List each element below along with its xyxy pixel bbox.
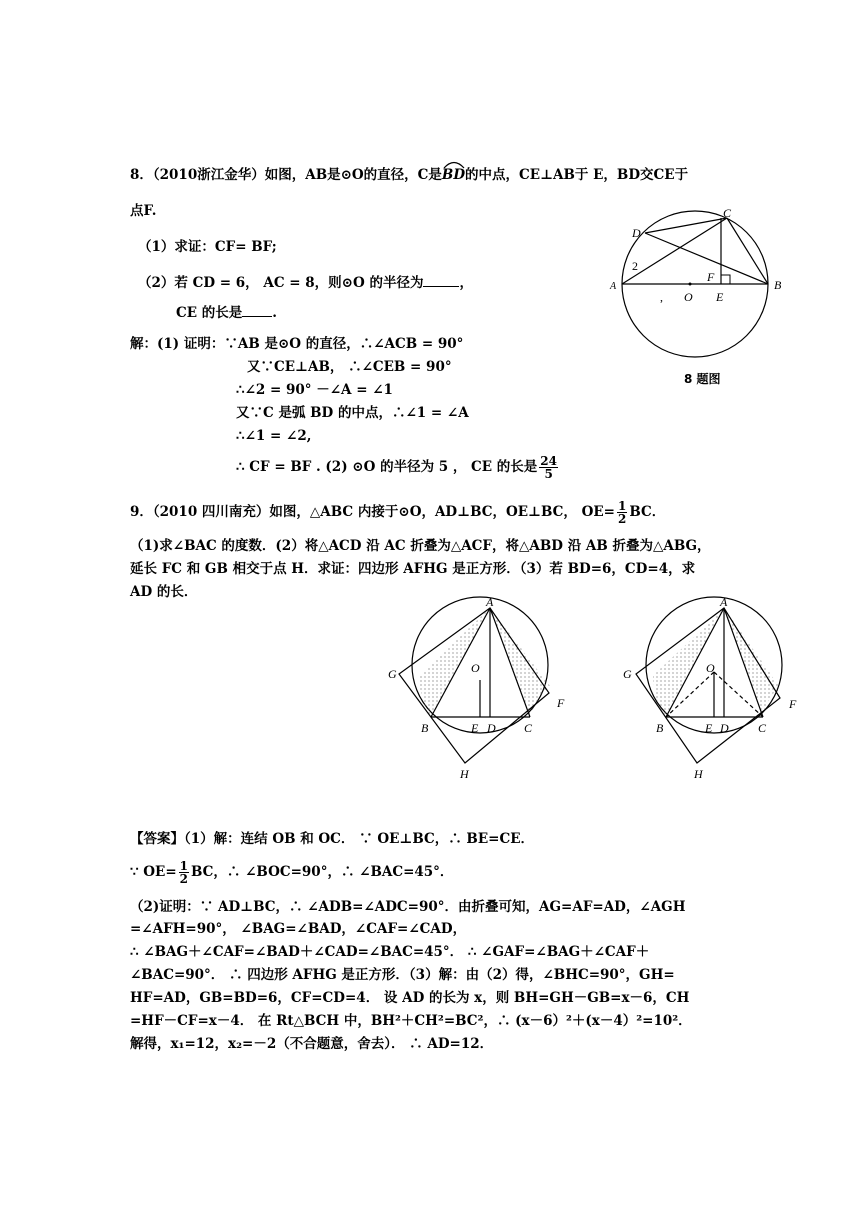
- answer-l8: =HF－CF=x－4． 在 Rt△BCH 中，BH²＋CH²=BC²，∴ (x－6）²＋(x－4）²=10²．: [130, 1013, 692, 1029]
- label-e: E: [716, 290, 724, 304]
- answer-l4: =∠AFH=90°， ∠BAG=∠BAD，∠CAF=∠CAD，: [130, 921, 467, 937]
- q8-sol6: [236, 455, 560, 480]
- label-d: D: [632, 226, 641, 240]
- ce-fraction-den: 5: [544, 467, 553, 481]
- ce-fraction-num: 24: [540, 454, 557, 468]
- label-a: A: [610, 281, 617, 292]
- label-e-right: E: [705, 721, 713, 735]
- answer-l1: 【答案】（1）解：连结 OB 和 OC． ∵ OE⊥BC，∴ BE=CE．: [130, 831, 534, 847]
- q8-sol4: 又∵C 是弧 BD 的中点，∴∠1 = ∠A: [236, 405, 469, 421]
- label-o-right: O: [706, 661, 715, 675]
- label-f-right: F: [789, 697, 797, 711]
- q9-line3: 延长 FC 和 GB 相交于点 H．求证：四边形 AFHG 是正方形．（3）若 BD=6，CD=4，求: [130, 561, 696, 577]
- answer-l9: 解得，x₁=12，x₂=－2（不合题意，舍去）． ∴ AD=12．: [130, 1036, 494, 1052]
- label-a-right: A: [720, 595, 728, 609]
- label-comma: ,: [660, 290, 663, 304]
- label-d-right: D: [720, 721, 729, 735]
- center-dot: [689, 283, 692, 286]
- q8-sol3: ∴∠2 = 90° －∠A = ∠1: [236, 382, 393, 398]
- q8-sol5: ∴∠1 = ∠2,: [236, 428, 312, 444]
- label-h-left: H: [460, 767, 469, 781]
- figure-9-right: [615, 595, 805, 790]
- label-g-right: G: [623, 667, 632, 681]
- label-f-left: F: [557, 696, 565, 710]
- q9-line1-end: BC．: [629, 504, 666, 520]
- label-d-left: D: [487, 721, 496, 735]
- label-o-left: O: [471, 661, 480, 675]
- radius-answer-blank[interactable]: [423, 274, 459, 287]
- answer-l2-post: BC，∴ ∠BOC=90°，∴ ∠BAC=45°．: [191, 864, 454, 880]
- label-a-left: A: [486, 595, 494, 609]
- q8-part2b-pre: CE 的长是: [176, 305, 243, 321]
- answer-fraction-num: 1: [179, 859, 189, 873]
- q8-part2: [138, 274, 473, 292]
- label-f: F: [707, 270, 715, 284]
- answer-l3: （2)证明：∵ AD⊥BC，∴ ∠ADB=∠ADC=90°．由折叠可知，AG=AF=AD，∠AGH: [130, 899, 686, 915]
- label-e-left: E: [471, 721, 479, 735]
- q8-part2-post: ，: [459, 275, 473, 291]
- answer-fraction-den: 2: [179, 872, 189, 886]
- ce-fraction: [539, 455, 558, 480]
- q9-line4: AD 的长．: [130, 584, 198, 600]
- shade-left-2: [490, 608, 550, 717]
- q8-line1-text: 8．（2010浙江金华）如图，AB是⊙O的直径，C是: [130, 167, 442, 183]
- answer-l7: HF=AD，GB=BD=6，CF=CD=4． 设 AD 的长为 x，则 BH=GH－GB=x－6，CH: [130, 990, 690, 1006]
- q9-line2: （1)求∠BAC 的度数．(2）将△ACD 沿 AC 折叠为△ACF，将△ABD 沿 AB 折叠为△ABG，: [130, 538, 711, 554]
- answer-l2: [130, 860, 453, 885]
- label-g-left: G: [388, 667, 397, 681]
- q8-sol2: 又∵CE⊥AB， ∴∠CEB = 90°: [247, 359, 452, 375]
- q9-line1-text: 9．（2010 四川南充）如图，△ABC 内接于⊙O，AD⊥BC，OE⊥BC， OE=: [130, 504, 615, 520]
- label-o: O: [684, 290, 693, 304]
- answer-l6: ∠BAC=90°． ∴ 四边形 AFHG 是正方形．（3）解：由（2）得，∠BHC=90°，GH=: [130, 967, 675, 983]
- label-c-right: C: [758, 721, 767, 735]
- shade-right-2: [724, 608, 779, 717]
- segment-bc: [727, 218, 768, 284]
- answer-l5: ∴ ∠BAG＋∠CAF=∠BAD＋∠CAD=∠BAC=45°． ∴ ∠GAF=∠BAG＋∠CAF＋: [130, 944, 650, 960]
- label-angle-2: 2: [632, 259, 638, 273]
- q8-part2-pre: （2）若 CD = 6， AC = 8，则⊙O 的半径为: [138, 275, 424, 291]
- label-b: B: [774, 278, 782, 292]
- q8-line1-end: 的中点，CE⊥AB于 E，BD交CE于: [465, 167, 689, 183]
- q8-line1: [130, 166, 688, 184]
- q8-part1: （1）求证：CF= BF;: [138, 239, 277, 255]
- q8-part2b: [176, 304, 277, 322]
- right-angle-mark: [721, 275, 730, 284]
- label-b-right: B: [656, 721, 664, 735]
- q9-fraction: [617, 500, 627, 525]
- figure-9-left: [385, 595, 575, 790]
- q8-line2: 点F.: [130, 203, 157, 219]
- q8-part2b-post: .: [272, 305, 277, 321]
- figure-8-caption: 8 题图: [684, 372, 721, 386]
- label-c-left: C: [524, 721, 533, 735]
- q9-fraction-num: 1: [617, 499, 627, 513]
- arc-label: BD: [441, 167, 466, 183]
- label-c: C: [723, 206, 732, 220]
- q9-fraction-den: 2: [617, 512, 627, 526]
- label-b-left: B: [421, 721, 429, 735]
- q8-sol1: 解：(1) 证明：∵AB 是⊙O 的直径，∴∠ACB = 90°: [130, 336, 464, 352]
- answer-fraction: [179, 860, 189, 885]
- ce-answer-blank[interactable]: [242, 304, 272, 317]
- q9-line1: [130, 500, 665, 525]
- arc-bd: [442, 166, 465, 184]
- answer-l2-pre: ∵ OE=: [130, 864, 177, 880]
- arc-mark-icon: [442, 159, 466, 169]
- label-h-right: H: [694, 767, 703, 781]
- q8-sol6-text: ∴ CF = BF . (2) ⊙O 的半径为 5 ， CE 的长是: [236, 459, 538, 475]
